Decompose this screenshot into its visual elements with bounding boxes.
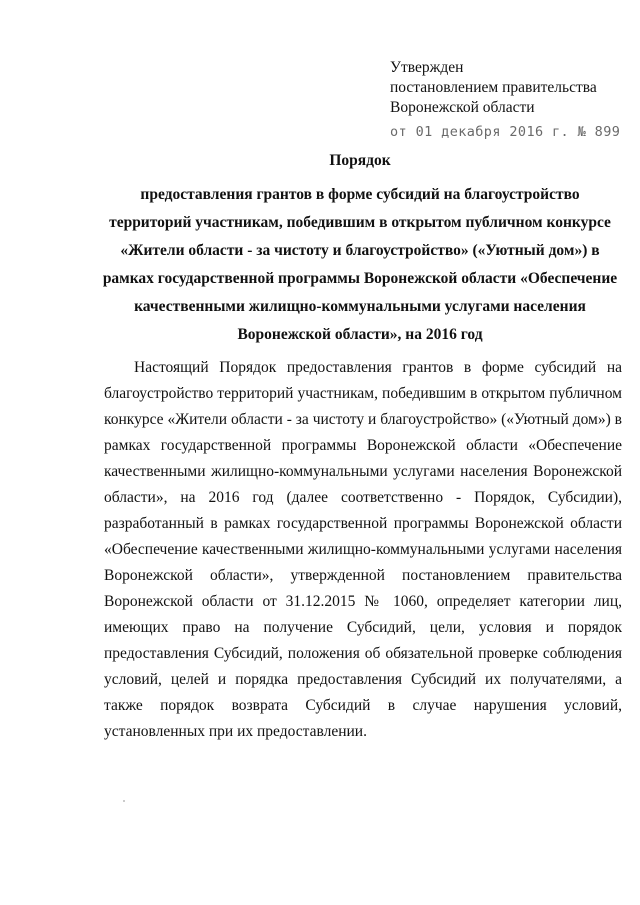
approval-block [390,58,620,142]
approval-date-number-stamp: от 01 декабря 2016 г. № 899 [390,124,621,140]
approval-line-resolution: постановлением правительства [390,79,597,96]
title-line: Воронежской области», на 2016 год [237,326,483,343]
title-line: рамках государственной программы Воронежской области «Обеспечение [102,270,618,287]
title-line: территорий участникам, победившим в открытом публичном конкурсе [109,214,611,231]
approval-line-approved: Утвержден [390,59,464,76]
body-paragraph: Настоящий Порядок предоставления грантов в форме субсидий на благоустройство территорий участникам, победившим в открытом публичном конкурсе «Жители области - за чистоту и благоустройство» («Уютный дом») в рамках государственной программы Воронежской области «Обеспечение качественными жилищно-коммунальными услугами населения Воронежской области», на 2016 год (далее соответственно - Порядок, Субсидии), разработанный в рамках государственной программы Воронежской области «Обеспечение качественными жилищно-коммунальными услугами населения Воронежской области», утвержденной постановлением правительства Воронежской области от 31.12.2015 № 1060, определяет категории лиц, имеющих право на получение Субсидий, цели, условия и порядок предоставления Субсидий, положения об обязательной проверке соблюдения условий, целей и порядка предоставления Субсидий их получателями, а также порядок возврата Субсидий в случае нарушения условий, установленных при их предоставлении. [104,359,622,740]
document-title [90,150,630,352]
approval-line-region: Воронежской области [390,99,535,116]
title-line: «Жители области - за чистоту и благоустройство» («Уютный дом») в [120,242,600,259]
title-heading: Порядок [329,152,391,169]
scan-speck [123,800,125,802]
title-line: качественными жилищно-коммунальными услугами населения [134,298,586,315]
title-line: предоставления грантов в форме субсидий на благоустройство [140,186,580,203]
